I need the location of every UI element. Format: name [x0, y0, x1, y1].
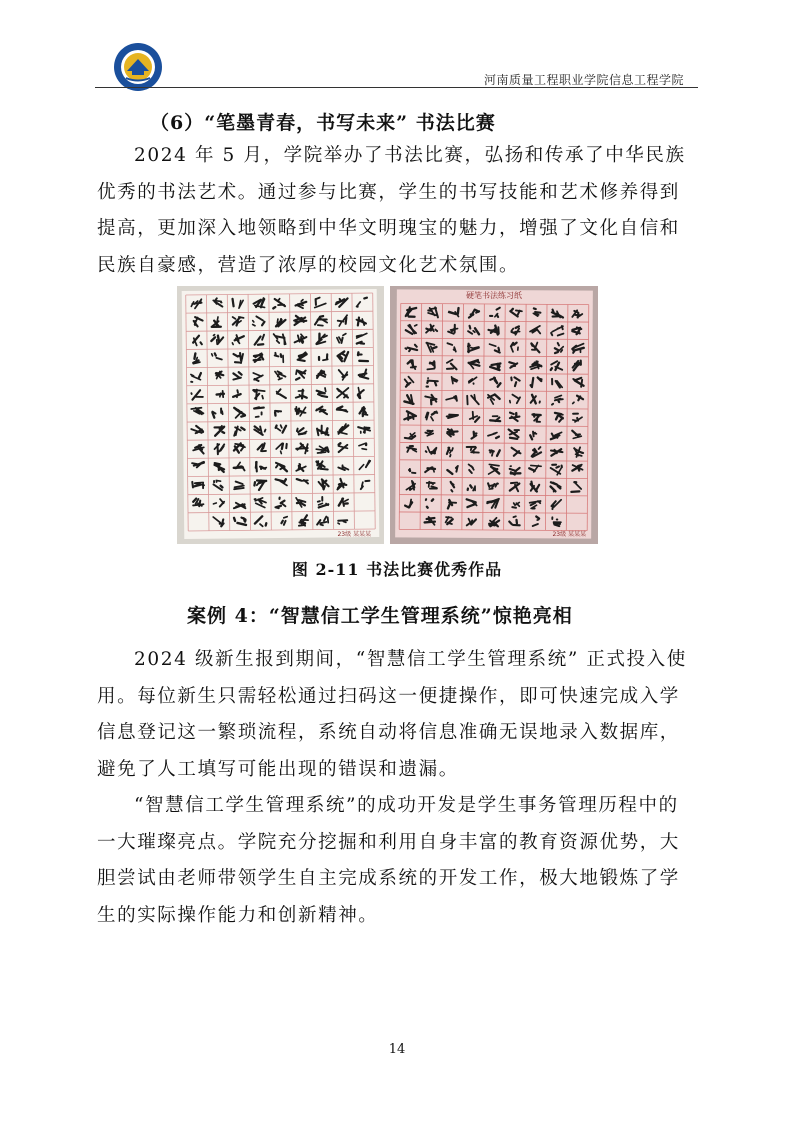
case-paragraph-2: “智慧信工学生管理系统”的成功开发是学生事务管理历程中的一大璀璨亮点。学院充分挖掘和利用自身丰富的教育资源优势，大胆尝试由老师带领学生自主完成系统的开发工作，极大地锻炼了学生的实际操作能力和创新精神。	[97, 795, 680, 926]
header-divider	[95, 87, 698, 88]
header-title: 河南质量工程职业学院信息工程学院	[483, 73, 684, 87]
figure-caption: 图 2-11 书法比赛优秀作品	[291, 560, 503, 579]
section-heading: （6）“笔墨青春，书写未来” 书法比赛	[150, 112, 496, 134]
page-header	[95, 38, 698, 88]
practice-sheet-header: 硬笔书法练习纸	[466, 291, 522, 300]
section-paragraph: 2024 年 5 月，学院举办了书法比赛，弘扬和传承了中华民族优秀的书法艺术。通过参与比赛，学生的书写技能和艺术修养得到提高，更加深入地领略到中华文明瑰宝的魅力，增强了文化自信和民族自豪感，营造了浓厚的校园文化艺术氛围。	[97, 145, 686, 276]
page-number: 14	[388, 1042, 406, 1057]
case-paragraph-1: 2024 级新生报到期间，“智慧信工学生管理系统” 正式投入使用。每位新生只需轻松通过扫码这一便捷操作，即可快速完成入学信息登记这一繁琐流程，系统自动将信息准确无误地录入数据库，避免了人工填写可能出现的错误和遗漏。	[97, 649, 687, 780]
college-logo-icon	[113, 42, 163, 92]
left-photo-signature: 23级 某某某	[337, 531, 371, 538]
right-photo-signature: 23级 某某某	[552, 531, 586, 538]
calligraphy-photo-right	[390, 286, 598, 544]
case-heading: 案例 4：“智慧信工学生管理系统”惊艳亮相	[187, 605, 573, 627]
calligraphy-photo-left	[177, 286, 384, 544]
